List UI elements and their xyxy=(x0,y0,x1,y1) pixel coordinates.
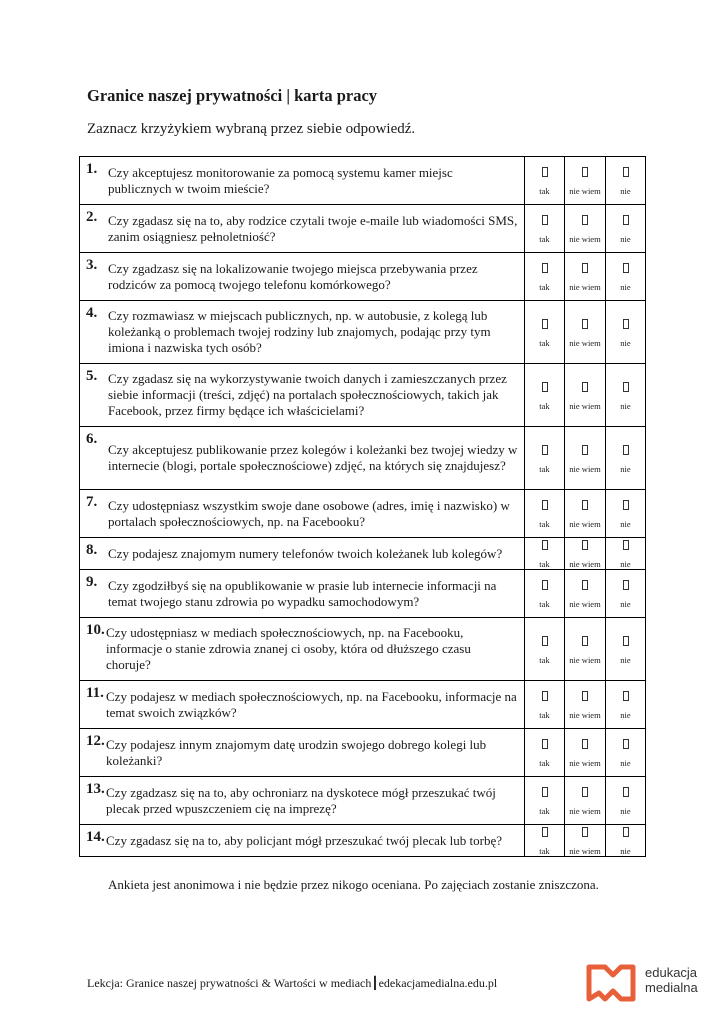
checkbox-icon[interactable] xyxy=(582,215,588,225)
option-label: nie xyxy=(620,806,631,817)
answer-option[interactable] xyxy=(525,618,565,681)
option-label: nie wiem xyxy=(569,186,601,197)
answer-option[interactable] xyxy=(565,681,606,729)
question-cell xyxy=(80,681,525,729)
checkbox-icon[interactable] xyxy=(542,215,548,225)
question-row xyxy=(80,777,646,825)
logo-line-2: medialna xyxy=(645,980,698,995)
question-number: 3. xyxy=(86,257,98,273)
option-label: tak xyxy=(539,654,550,665)
answer-option[interactable] xyxy=(525,427,565,490)
option-label: nie xyxy=(620,337,631,348)
question-number: 12. xyxy=(86,733,105,749)
question-text: Czy zgadzasz się na lokalizowanie twojego miejsca przebywania przez rodziców za pomocą twojego telefonu komórkowego? xyxy=(108,260,478,292)
question-cell xyxy=(80,538,525,570)
answer-option[interactable] xyxy=(606,538,646,570)
answer-option[interactable] xyxy=(606,157,646,205)
answer-option[interactable] xyxy=(565,490,606,538)
checkbox-icon[interactable] xyxy=(582,636,588,646)
option-label: nie wiem xyxy=(569,234,601,245)
question-cell xyxy=(80,729,525,777)
checkbox-icon[interactable] xyxy=(623,382,629,392)
checkbox-icon[interactable] xyxy=(542,263,548,273)
question-number: 14. xyxy=(86,829,105,845)
answer-option[interactable] xyxy=(565,205,606,253)
answer-option[interactable] xyxy=(606,729,646,777)
question-cell xyxy=(80,777,525,825)
checkbox-icon[interactable] xyxy=(542,540,548,550)
answer-option[interactable] xyxy=(565,618,606,681)
checkbox-icon[interactable] xyxy=(542,167,548,177)
logo-line-1: edukacja xyxy=(645,965,698,980)
question-cell xyxy=(80,205,525,253)
option-label: nie xyxy=(620,519,631,530)
checkbox-icon[interactable] xyxy=(623,636,629,646)
option-label: tak xyxy=(539,806,550,817)
option-label: nie xyxy=(620,463,631,474)
question-row xyxy=(80,205,646,253)
checkbox-icon[interactable] xyxy=(542,827,548,837)
answer-option[interactable] xyxy=(606,205,646,253)
option-label: tak xyxy=(539,186,550,197)
answer-option[interactable] xyxy=(565,777,606,825)
question-row xyxy=(80,253,646,301)
question-row xyxy=(80,427,646,490)
question-row xyxy=(80,618,646,681)
answer-option[interactable] xyxy=(565,570,606,618)
checkbox-icon[interactable] xyxy=(542,787,548,797)
answer-option[interactable] xyxy=(606,570,646,618)
footer-lesson: Lekcja: Granice naszej prywatności & Wartości w mediach┃edekacjamedialna.edu.pl xyxy=(87,976,498,990)
answer-option[interactable] xyxy=(525,570,565,618)
logo-wordmark xyxy=(645,965,698,995)
option-label: tak xyxy=(539,559,550,570)
option-label: nie xyxy=(620,186,631,197)
option-label: tak xyxy=(539,758,550,769)
answer-option[interactable] xyxy=(525,157,565,205)
answer-option[interactable] xyxy=(525,490,565,538)
logo-mark-icon xyxy=(583,961,639,1005)
checkbox-icon[interactable] xyxy=(542,382,548,392)
answer-option[interactable] xyxy=(606,681,646,729)
question-row xyxy=(80,825,646,857)
option-label: nie wiem xyxy=(569,654,601,665)
answer-option[interactable] xyxy=(525,253,565,301)
checkbox-icon[interactable] xyxy=(623,827,629,837)
checkbox-icon[interactable] xyxy=(623,540,629,550)
question-row xyxy=(80,681,646,729)
answer-option[interactable] xyxy=(525,681,565,729)
question-number: 7. xyxy=(86,494,98,510)
answer-option[interactable] xyxy=(606,253,646,301)
question-text: Czy zgadasz się na to, aby policjant mógł przeszukać twój plecak lub torbę? xyxy=(106,832,502,848)
checkbox-icon[interactable] xyxy=(582,500,588,510)
checkbox-icon[interactable] xyxy=(582,739,588,749)
answer-option[interactable] xyxy=(565,427,606,490)
option-label: nie xyxy=(620,846,631,857)
question-row xyxy=(80,538,646,570)
checkbox-icon[interactable] xyxy=(542,580,548,590)
option-label: nie wiem xyxy=(569,282,601,293)
question-row xyxy=(80,570,646,618)
answer-option[interactable] xyxy=(606,618,646,681)
question-text: Czy udostępniasz w mediach społecznościowych, np. na Facebooku, informacje o stanie zdrowia znanej ci osoby, która od dłuższego czasu choruje? xyxy=(106,625,471,672)
question-text: Czy podajesz innym znajomym datę urodzin swojego dobrego kolegi lub koleżanki? xyxy=(106,736,487,768)
answer-option[interactable] xyxy=(525,538,565,570)
option-label: nie wiem xyxy=(569,599,601,610)
edukacja-medialna-logo xyxy=(583,961,713,1007)
option-label: nie wiem xyxy=(569,519,601,530)
answer-option[interactable] xyxy=(565,538,606,570)
option-label: nie wiem xyxy=(569,337,601,348)
option-label: nie xyxy=(620,599,631,610)
anonymity-note: Ankieta jest anonimowa i nie będzie przez nikogo oceniana. Po zajęciach zostanie zniszczona. xyxy=(108,877,599,892)
option-label: nie xyxy=(620,400,631,411)
question-text: Czy udostępniasz wszystkim swoje dane osobowe (adres, imię i nazwisko) w portalach społecznościowych, np. na Facebooku? xyxy=(108,497,510,529)
question-number: 2. xyxy=(86,209,98,225)
checkbox-icon[interactable] xyxy=(542,739,548,749)
answer-option[interactable] xyxy=(565,253,606,301)
question-cell xyxy=(80,490,525,538)
question-row xyxy=(80,364,646,427)
answer-option[interactable] xyxy=(565,157,606,205)
answer-option[interactable] xyxy=(565,301,606,364)
question-text: Czy akceptujesz publikowanie przez kolegów i koleżanki bez twojej wiedzy w internecie (blogi, portale społecznościowe) zdjęć, na których się znajdujesz? xyxy=(108,442,518,473)
option-label: tak xyxy=(539,282,550,293)
option-label: nie wiem xyxy=(569,758,601,769)
checkbox-icon[interactable] xyxy=(582,167,588,177)
checkbox-icon[interactable] xyxy=(582,580,588,590)
question-row xyxy=(80,729,646,777)
answer-option[interactable] xyxy=(525,205,565,253)
answer-option[interactable] xyxy=(606,364,646,427)
question-row xyxy=(80,490,646,538)
answer-option[interactable] xyxy=(606,427,646,490)
question-text: Czy akceptujesz monitorowanie za pomocą systemu kamer miejsc publicznych w twoim mieście? xyxy=(108,164,453,196)
option-label: nie xyxy=(620,282,631,293)
question-text: Czy zgadasz się na to, aby rodzice czytali twoje e-maile lub wiadomości SMS, zanim osiągniesz pełnoletniość? xyxy=(108,212,518,244)
checkbox-icon[interactable] xyxy=(623,500,629,510)
answer-option[interactable] xyxy=(606,777,646,825)
answer-option[interactable] xyxy=(525,777,565,825)
checkbox-icon[interactable] xyxy=(582,263,588,273)
option-label: tak xyxy=(539,846,550,857)
question-number: 5. xyxy=(86,368,98,384)
answer-option[interactable] xyxy=(565,729,606,777)
answer-option[interactable] xyxy=(606,301,646,364)
question-text: Czy zgadzasz się na to, aby ochroniarz na dyskotece mógł przeszukać twój plecak przed wpuszczeniem cię na imprezę? xyxy=(106,784,496,816)
option-label: nie xyxy=(620,758,631,769)
checkbox-icon[interactable] xyxy=(582,827,588,837)
option-label: nie xyxy=(620,654,631,665)
checkbox-icon[interactable] xyxy=(582,382,588,392)
answer-option[interactable] xyxy=(525,364,565,427)
question-number: 11. xyxy=(86,685,104,701)
question-table xyxy=(79,156,646,857)
question-number: 6. xyxy=(86,431,98,447)
option-label: nie wiem xyxy=(569,463,601,474)
checkbox-icon[interactable] xyxy=(623,263,629,273)
question-text: Czy zgodziłbyś się na opublikowanie w prasie lub internecie informacji na temat twojego stanu zdrowia po wypadku samochodowym? xyxy=(108,577,497,609)
checkbox-icon[interactable] xyxy=(542,319,548,329)
answer-option[interactable] xyxy=(525,825,565,857)
option-label: tak xyxy=(539,710,550,721)
question-number: 13. xyxy=(86,781,105,797)
checkbox-icon[interactable] xyxy=(542,691,548,701)
question-number: 10. xyxy=(86,622,105,638)
option-label: nie xyxy=(620,234,631,245)
question-number: 9. xyxy=(86,574,98,590)
answer-option[interactable] xyxy=(525,301,565,364)
option-label: tak xyxy=(539,400,550,411)
checkbox-icon[interactable] xyxy=(582,445,588,455)
checkbox-icon[interactable] xyxy=(623,319,629,329)
checkbox-icon[interactable] xyxy=(623,691,629,701)
answer-option[interactable] xyxy=(565,364,606,427)
checkbox-icon[interactable] xyxy=(542,445,548,455)
option-label: tak xyxy=(539,519,550,530)
question-cell xyxy=(80,253,525,301)
checkbox-icon[interactable] xyxy=(582,787,588,797)
question-text: Czy podajesz w mediach społecznościowych, np. na Facebooku, informacje na temat swoich związków? xyxy=(106,688,517,720)
answer-option[interactable] xyxy=(606,825,646,857)
checkbox-icon[interactable] xyxy=(542,500,548,510)
checkbox-icon[interactable] xyxy=(623,167,629,177)
question-cell xyxy=(80,427,525,490)
checkbox-icon[interactable] xyxy=(623,580,629,590)
option-label: tak xyxy=(539,234,550,245)
question-cell xyxy=(80,157,525,205)
checkbox-icon[interactable] xyxy=(582,540,588,550)
question-cell xyxy=(80,825,525,857)
checkbox-icon[interactable] xyxy=(623,739,629,749)
answer-option[interactable] xyxy=(525,729,565,777)
option-label: nie xyxy=(620,559,631,570)
question-text: Czy zgadasz się na wykorzystywanie twoich danych i zamieszczanych przez siebie informacji (treści, zdjęć) na portalach społecznościowych, takich jak Facebook, przez firmy będące ich właścicielami? xyxy=(108,371,507,418)
checkbox-icon[interactable] xyxy=(623,787,629,797)
option-label: tak xyxy=(539,599,550,610)
option-label: tak xyxy=(539,463,550,474)
checkbox-icon[interactable] xyxy=(623,215,629,225)
question-text: Czy rozmawiasz w miejscach publicznych, np. w autobusie, z kolegą lub koleżanką o problemach twojej rodziny lub znajomych, podając przy tym imiona i nazwiska tych osób? xyxy=(108,308,491,355)
answer-option[interactable] xyxy=(565,825,606,857)
answer-option[interactable] xyxy=(606,490,646,538)
question-number: 8. xyxy=(86,542,98,558)
option-label: nie wiem xyxy=(569,806,601,817)
question-cell xyxy=(80,618,525,681)
question-number: 4. xyxy=(86,305,98,321)
question-cell xyxy=(80,364,525,427)
option-label: nie wiem xyxy=(569,400,601,411)
question-row xyxy=(80,301,646,364)
question-text: Czy podajesz znajomym numery telefonów twoich koleżanek lub kolegów? xyxy=(108,545,503,561)
question-row xyxy=(80,157,646,205)
question-number: 1. xyxy=(86,161,98,177)
option-label: nie wiem xyxy=(569,559,601,570)
option-label: tak xyxy=(539,337,550,348)
option-label: nie xyxy=(620,710,631,721)
option-label: nie wiem xyxy=(569,710,601,721)
option-label: nie wiem xyxy=(569,846,601,857)
question-cell xyxy=(80,570,525,618)
question-cell xyxy=(80,301,525,364)
checkbox-icon[interactable] xyxy=(623,445,629,455)
checkbox-icon[interactable] xyxy=(582,319,588,329)
page-title: Granice naszej prywatności | karta pracy xyxy=(87,86,378,105)
instructions: Zaznacz krzyżykiem wybraną przez siebie odpowiedź. xyxy=(87,121,416,137)
checkbox-icon[interactable] xyxy=(582,691,588,701)
checkbox-icon[interactable] xyxy=(542,636,548,646)
